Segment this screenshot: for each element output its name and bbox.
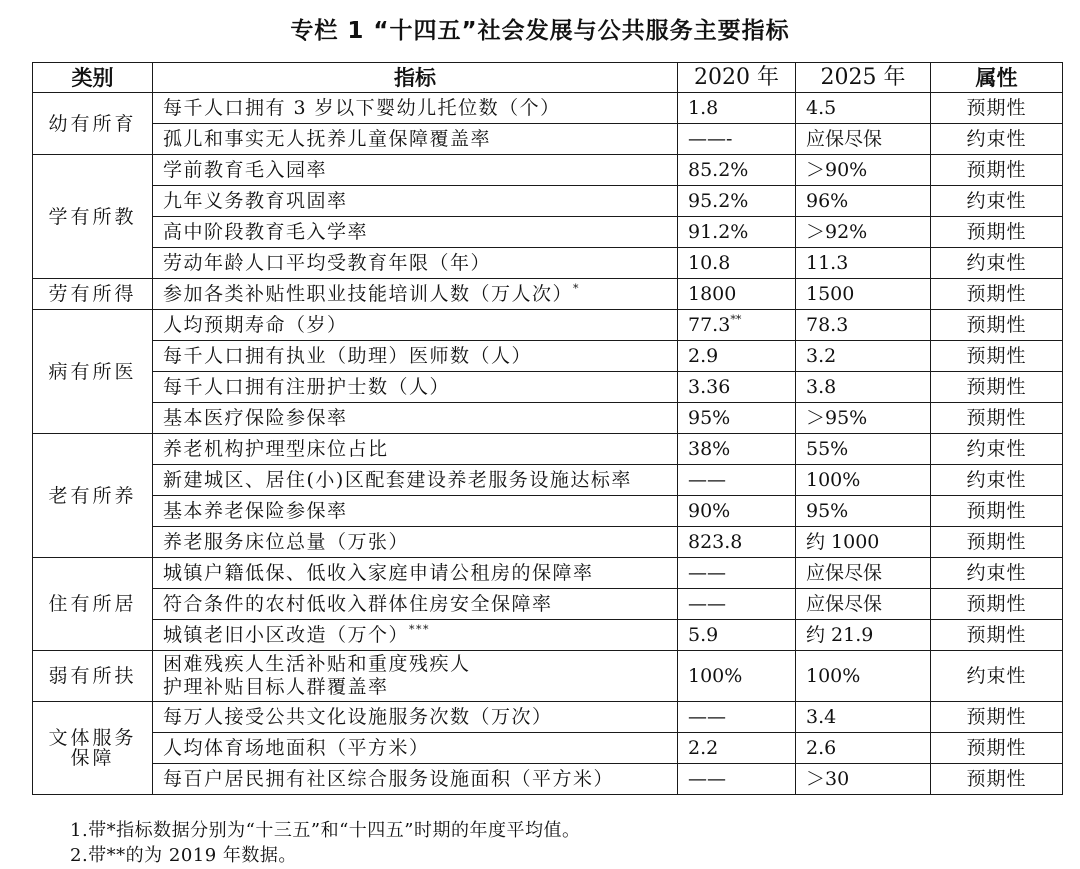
value-2025-cell: 4.5 [796,93,931,124]
attribute-cell: 预期性 [931,620,1063,651]
category-cell: 弱有所扶 [33,651,153,702]
value-2025-cell: ＞92% [796,217,931,248]
attribute-cell: 约束性 [931,186,1063,217]
value-text: 77.3 [688,314,731,336]
attribute-cell: 预期性 [931,93,1063,124]
attribute-cell: 预期性 [931,589,1063,620]
table-row [33,496,1063,527]
category-cell: 幼有所育 [33,93,153,155]
indicators-table [32,62,1063,795]
value-2020-cell: 38% [678,434,796,465]
value-2025-cell: 95% [796,496,931,527]
value-2020-cell: —— [678,589,796,620]
indicator-cell: 基本养老保险参保率 [153,496,678,527]
category-cell [33,702,153,795]
indicator-cell: 基本医疗保险参保率 [153,403,678,434]
table-row [33,434,1063,465]
table-row [33,764,1063,795]
indicator-line-1: 困难残疾人生活补贴和重度残疾人 [163,653,471,675]
value-2025-cell: 11.3 [796,248,931,279]
value-2020-cell: —— [678,702,796,733]
attribute-cell: 预期性 [931,279,1063,310]
value-2025-cell: ＞95% [796,403,931,434]
value-2025-cell: 96% [796,186,931,217]
indicator-cell: 城镇户籍低保、低收入家庭申请公租房的保障率 [153,558,678,589]
footnote-1: 1.带*指标数据分别为“十三五”和“十四五”时期的年度平均值。 [70,820,581,841]
value-2025-cell: 1500 [796,279,931,310]
category-cell: 病有所医 [33,310,153,434]
category-line-1: 文体服务 [48,727,137,749]
attribute-cell: 预期性 [931,764,1063,795]
header-2020: 2020 年 [678,63,796,93]
value-2020-cell: —— [678,465,796,496]
attribute-cell: 预期性 [931,217,1063,248]
value-2020-cell: 5.9 [678,620,796,651]
table-row [33,341,1063,372]
header-attribute: 属性 [931,63,1063,93]
indicator-cell: 每千人口拥有 3 岁以下婴幼儿托位数（个） [153,93,678,124]
indicator-cell: 每百户居民拥有社区综合服务设施面积（平方米） [153,764,678,795]
header-2025: 2025 年 [796,63,931,93]
value-2020-cell: 95% [678,403,796,434]
indicator-cell: 高中阶段教育毛入学率 [153,217,678,248]
value-2025-cell: 3.8 [796,372,931,403]
attribute-cell: 预期性 [931,372,1063,403]
indicator-cell: 养老机构护理型床位占比 [153,434,678,465]
indicator-text: 参加各类补贴性职业技能培训人数（万人次） [163,283,574,305]
attribute-cell: 约束性 [931,248,1063,279]
table-row [33,733,1063,764]
attribute-cell: 约束性 [931,558,1063,589]
category-line-2: 保障 [70,747,115,769]
indicator-cell: 每万人接受公共文化设施服务次数（万次） [153,702,678,733]
indicator-cell: 人均预期寿命（岁） [153,310,678,341]
value-2020-cell: 1.8 [678,93,796,124]
table-row [33,702,1063,733]
attribute-cell: 约束性 [931,434,1063,465]
indicator-cell: 符合条件的农村低收入群体住房安全保障率 [153,589,678,620]
indicator-cell: 人均体育场地面积（平方米） [153,733,678,764]
value-2020-cell: 85.2% [678,155,796,186]
table-row [33,186,1063,217]
footnote-mark: ** [730,313,742,326]
table-row [33,651,1063,702]
value-2020-cell: 2.9 [678,341,796,372]
table-row [33,248,1063,279]
category-cell: 劳有所得 [33,279,153,310]
table-row [33,620,1063,651]
attribute-cell: 预期性 [931,155,1063,186]
value-2020-cell: ——- [678,124,796,155]
value-2020-cell: 95.2% [678,186,796,217]
table-row [33,93,1063,124]
attribute-cell: 约束性 [931,465,1063,496]
category-cell: 老有所养 [33,434,153,558]
attribute-cell: 约束性 [931,124,1063,155]
value-2025-cell: 78.3 [796,310,931,341]
page-title: 专栏 1 “十四五”社会发展与公共服务主要指标 [290,18,790,44]
table-row [33,527,1063,558]
value-2025-cell: 应保尽保 [796,558,931,589]
value-2025-cell: 应保尽保 [796,124,931,155]
table-row [33,124,1063,155]
value-2025-cell: 55% [796,434,931,465]
indicator-cell [153,651,678,702]
indicator-text: 城镇老旧小区改造（万个） [163,624,410,646]
value-2025-cell: 100% [796,651,931,702]
attribute-cell: 预期性 [931,527,1063,558]
value-2025-cell: 约 1000 [796,527,931,558]
attribute-cell: 预期性 [931,733,1063,764]
value-2025-cell: 3.2 [796,341,931,372]
value-2020-cell: 100% [678,651,796,702]
value-2025-cell: 应保尽保 [796,589,931,620]
value-2020-cell: —— [678,558,796,589]
value-2020-cell: 91.2% [678,217,796,248]
table-row [33,465,1063,496]
table-row [33,155,1063,186]
indicator-cell: 孤儿和事实无人抚养儿童保障覆盖率 [153,124,678,155]
value-2020-cell: 1800 [678,279,796,310]
header-category: 类别 [33,63,153,93]
category-cell: 学有所教 [33,155,153,279]
indicator-cell: 九年义务教育巩固率 [153,186,678,217]
value-2025-cell: 2.6 [796,733,931,764]
table-header-row [33,63,1063,93]
attribute-cell: 预期性 [931,403,1063,434]
value-2025-cell: ＞30 [796,764,931,795]
attribute-cell: 预期性 [931,310,1063,341]
indicator-cell: 新建城区、居住(小)区配套建设养老服务设施达标率 [153,465,678,496]
value-2025-cell: 100% [796,465,931,496]
footnote-mark: * [573,282,581,295]
header-indicator: 指标 [153,63,678,93]
table-row [33,217,1063,248]
value-2025-cell: ＞90% [796,155,931,186]
value-2020-cell [678,310,796,341]
indicator-cell: 学前教育毛入园率 [153,155,678,186]
table-row [33,558,1063,589]
indicator-cell: 每千人口拥有执业（助理）医师数（人） [153,341,678,372]
category-cell: 住有所居 [33,558,153,651]
footnotes [70,818,580,868]
value-2020-cell: 3.36 [678,372,796,403]
indicator-cell [153,620,678,651]
table-row [33,279,1063,310]
value-2025-cell: 3.4 [796,702,931,733]
value-2025-cell: 约 21.9 [796,620,931,651]
footnote-mark: *** [409,623,431,636]
table-row [33,372,1063,403]
value-2020-cell: 823.8 [678,527,796,558]
table-row [33,589,1063,620]
footnote-2: 2.带**的为 2019 年数据。 [70,845,297,866]
table-row [33,403,1063,434]
value-2020-cell: 2.2 [678,733,796,764]
attribute-cell: 预期性 [931,702,1063,733]
value-2020-cell: 90% [678,496,796,527]
attribute-cell: 预期性 [931,496,1063,527]
attribute-cell: 约束性 [931,651,1063,702]
table-row [33,310,1063,341]
value-2020-cell: —— [678,764,796,795]
indicator-cell: 养老服务床位总量（万张） [153,527,678,558]
indicator-cell: 每千人口拥有注册护士数（人） [153,372,678,403]
value-2020-cell: 10.8 [678,248,796,279]
indicator-cell [153,279,678,310]
indicator-line-2: 护理补贴目标人群覆盖率 [163,676,389,698]
attribute-cell: 预期性 [931,341,1063,372]
indicator-cell: 劳动年龄人口平均受教育年限（年） [153,248,678,279]
